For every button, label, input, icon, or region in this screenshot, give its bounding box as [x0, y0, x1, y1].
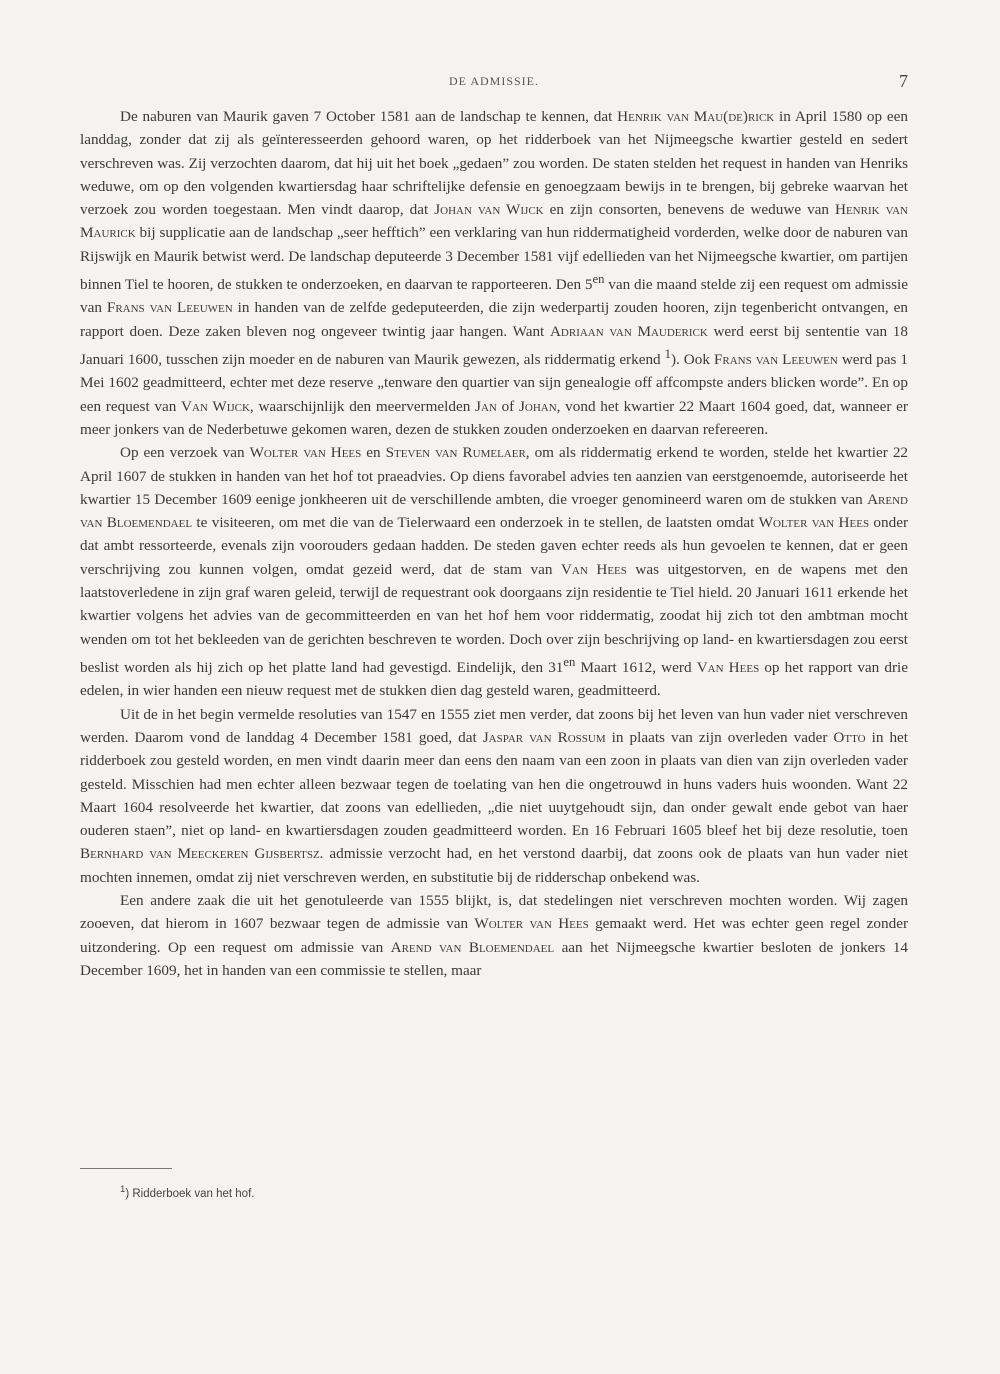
text-run: bij supplicatie aan de landschap „seer hefftich” een verklaring van hun riddermatigheid vorderden, welke door de naburen van Rijswijk en Maurik betwist werd. De landschap deputeerde 3 December 1581 vijf edellieden van het Nijmeegsche kwartier, om partijen binnen Tiel te hooren, de stukken te onderzoeken, en daarvan te rapporteeren. Den 5	[80, 224, 908, 294]
text-run: was uitgestorven, en de wapens met den laatstoverledene in zijn graf waren geleid, terwijl de requestrant ook doorgaans zijn residentie te Tiel hield. 20 Januari 1611 erkende het kwartier volgens het advies van de gecommitteerden en van het hof hem voor riddermatig, zoodat hij zich tot den ambtman mocht wenden om tot het bekleeden van de gerichten beschreven te worden. Doch over zijn beschrijving op land- en kwartiersdagen zou eerst beslist worden als hij zich op het platte land had gevestigd. Eindelijk, den 31	[80, 560, 908, 677]
text-run: in plaats van zijn overleden vader	[605, 728, 834, 746]
name-smallcaps: Henrik van Maurick	[80, 201, 908, 242]
text-run: Maart 1612, werd	[575, 659, 697, 677]
text-run: werd pas 1 Mei 1602 geadmitteerd, echter met deze reserve „tenware den quartier van sijn genealogie off affcompste anders blicken worde”. En op een request van	[80, 351, 909, 415]
superscript: en	[563, 654, 576, 669]
name-smallcaps: Bernhard van Meeckeren Gijsbertsz.	[80, 845, 324, 863]
text-run: werd eerst bij sententie van 18 Januari 1600, tusschen zijn moeder en de naburen van Maurik gewezen, als riddermatig erkend	[80, 322, 908, 369]
footnote-marker: 1	[120, 1184, 126, 1195]
name-smallcaps: Frans van Leeuwen	[713, 351, 838, 369]
name-smallcaps: Adriaan van Mauderick	[549, 322, 708, 340]
text-run: in het ridderboek zou gesteld worden, en men vindt daarin meer dan eens den naam van een zoon in plaats van dien van zijn overleden vader gesteld. Misschien had men echter alleen bezwaar tegen de toelating van hen die ongetrouwd in huns vaders huis woonden. Want 22 Maart 1604 resolveerde het kwartier, dat zoons van edellieden, „die niet uuytgehoudt sijn, dan onder gewalt ende gebot van haer ouderen staen”, niet op land- en kwartiersdagen zouden geadmitteerd worden. En 16 Februari 1605 bleef het bij deze resolutie, toen	[80, 728, 909, 840]
text-run: van die maand stelde zij een request om admissie van	[80, 276, 908, 317]
name-smallcaps: Jaspar van Rossum	[482, 728, 606, 746]
text-run: ). Ook	[670, 351, 714, 369]
name-smallcaps: Otto	[833, 728, 866, 746]
name-smallcaps: Johan	[518, 397, 557, 415]
text-run: of	[496, 397, 519, 415]
footnote-divider	[80, 1168, 172, 1169]
name-smallcaps: Arend van Bloemendael	[80, 490, 908, 532]
name-smallcaps: Wolter van Hees	[474, 915, 589, 933]
name-smallcaps: Jan	[475, 397, 497, 415]
superscript: 1	[664, 347, 671, 362]
name-smallcaps: Van Hees	[696, 659, 760, 677]
paragraph	[80, 703, 908, 889]
text-run: en zijn consorten, benevens de weduwe van	[543, 201, 835, 219]
text-run: , vond het kwartier 22 Maart 1604 goed, dat, wanneer er meer jonkers van de Nederbetuwe gekomen waren, dezen de stukken zouden onderzoeken en daarvan refereeren.	[80, 397, 908, 438]
text-run: , om als riddermatig erkend te worden, stelde het kwartier 22 April 1607 de stukken in handen van het hof tot praeadvies. Op diens favorabel advies ten aanzien van eerstgenoemde, autoriseerde het kwartier 15 December 1609 eenige jonkheeren uit de verschillende ambten, die vroeger genomineerd waren om de stukken van	[80, 444, 909, 508]
name-smallcaps: Van Wijck	[181, 397, 250, 415]
running-title: DE ADMISSIE.	[448, 74, 539, 88]
footnote-text: ) Ridderboek van het hof.	[125, 1187, 255, 1200]
page-header	[80, 71, 908, 96]
footnote	[120, 1184, 254, 1200]
page-number: 7	[899, 71, 908, 91]
name-smallcaps: Henrik van Mau(de)rick	[617, 108, 775, 125]
name-smallcaps: Wolter van Hees	[249, 444, 362, 462]
name-smallcaps: Van Hees	[560, 560, 627, 578]
text-run: Op een verzoek van	[120, 444, 250, 462]
body-text	[80, 105, 908, 982]
text-run: admissie verzocht had, en het verstond daarbij, dat zoons ook de plaats van hun vader niet mochten innemen, omdat zij niet verschreven werden, en substitutie bij de ridderschap onbekend was.	[80, 845, 908, 886]
name-smallcaps: Frans van Leeuwen	[106, 299, 233, 317]
name-smallcaps: Johan van Wijck	[434, 201, 544, 219]
text-run: Een andere zaak die uit het genotuleerde van 1555 blijkt, is, dat stedelingen niet verschreven mochten worden. Wij zagen zooeven, dat hierom in 1607 bezwaar tegen de admissie van	[80, 891, 908, 933]
text-run: De naburen van Maurik gaven 7 October 1581 aan de landschap te kennen, dat	[120, 108, 618, 125]
text-run: en	[361, 444, 386, 462]
text-run: gemaakt werd. Het was echter geen regel zonder uitzondering. Op een request om admissie van	[80, 915, 908, 956]
text-run: Uit de in het begin vermelde resoluties van 1547 en 1555 ziet men verder, dat zoons bij het leven van hun vader niet verschreven werden. Daarom vond de landdag 4 December 1581 goed, dat	[80, 705, 908, 746]
text-run: in handen van de zelfde gedeputeerden, die zijn wederpartij zouden hooren, zijn tegenbericht ontvangen, en rapport doen. Deze zaken bleven nog ongeveer twintig jaar hangen. Want	[80, 299, 908, 340]
text-run: te visiteeren, om met die van de Tielerwaard een onderzoek in te stellen, de laatsten omdat	[192, 514, 759, 532]
paragraph	[80, 441, 908, 702]
name-smallcaps: Steven van Rumelaer	[385, 444, 526, 462]
text-run: in April 1580 op een landdag, zonder dat zij als geïnteresseerden gehoord waren, op het ridderboek van het Nijmeegsche kwartier gesteld en sedert verschreven was. Zij verzochten daarom, dat hij uit het boek „gedaen” zou worden. De staten stelden het request in handen van Henriks weduwe, om op den volgenden kwartiersdag haar schriftelijke defensie en genoegzaam bewijs in te brengen, bij gebreke waarvan het verzoek zou worden toegestaan. Men vindt daarop, dat	[80, 108, 908, 219]
paragraph	[80, 889, 908, 982]
name-smallcaps: Arend van Bloemendael	[390, 938, 555, 956]
text-run: , waarschijnlijk den meervermelden	[249, 397, 476, 415]
name-smallcaps: Wolter van Hees	[758, 514, 870, 532]
text-run: op het rapport van drie edelen, in wier handen een nieuw request met de stukken dien dag gesteld waren, geadmitteerd.	[80, 659, 908, 700]
text-run: aan het Nijmeegsche kwartier besloten de jonkers 14 December 1609, het in handen van een commissie te stellen, maar	[80, 938, 909, 979]
paragraph	[80, 105, 908, 441]
text-run: onder dat ambt ressorteerde, evenals zijn voorouders gedaan hadden. De steden gaven echter reeds als hun gevoelen te kennen, dat er geen verschrijving zou kunnen volgen, omdat gezeid werd, dat de stam van	[80, 514, 909, 578]
superscript: en	[592, 272, 605, 287]
